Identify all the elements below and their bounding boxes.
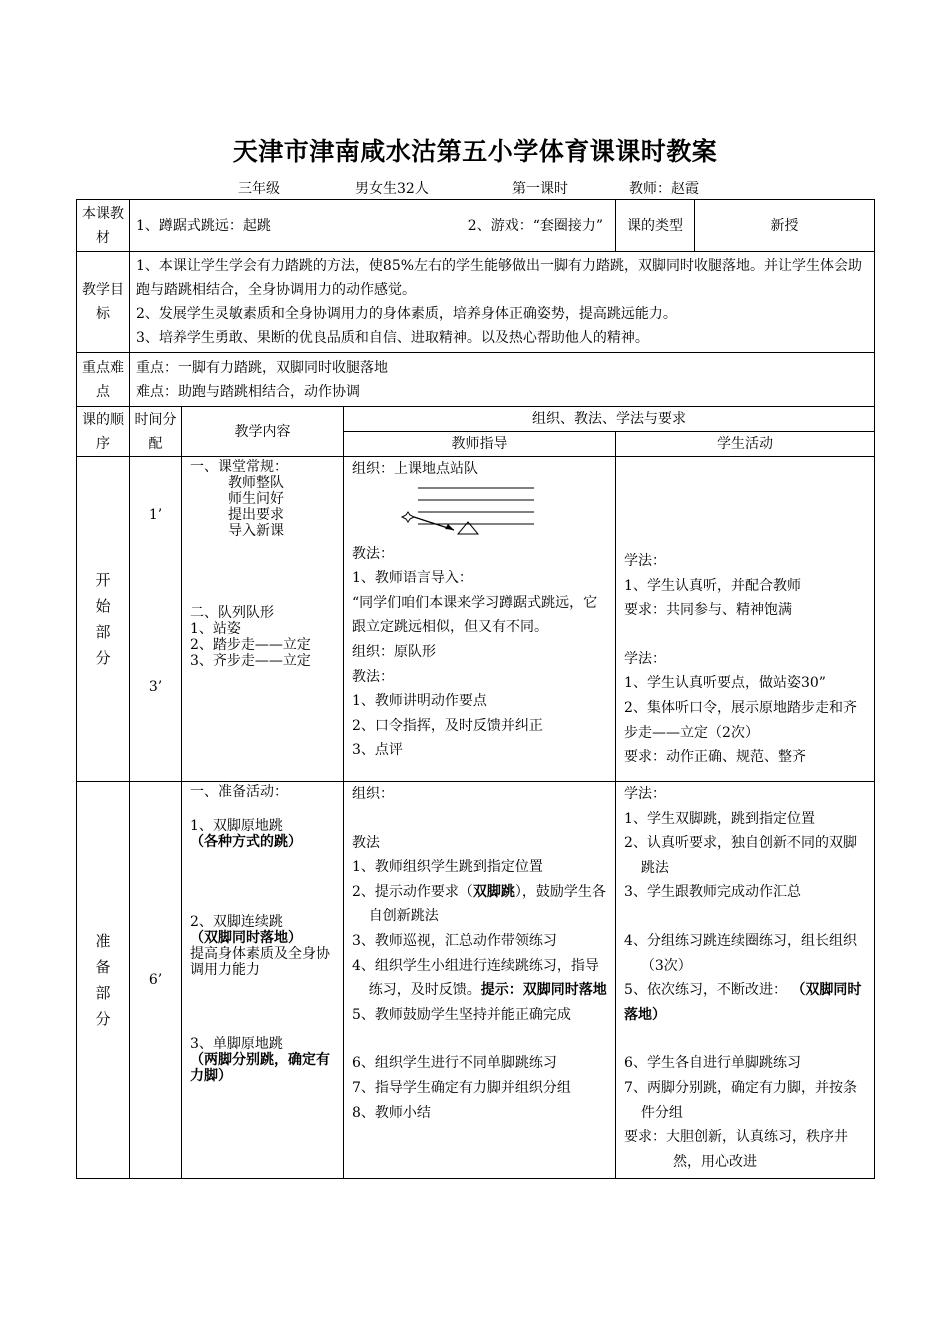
start-student-line-4: 2、集体听口令，展示原地踏步走和齐步走——立定（2次） — [624, 699, 857, 741]
start-teacher-org: 组织：上课地点站队 — [352, 461, 478, 477]
prep-teacher-4a: 4、组织学生小组进行连续跳练习，指导练习，及时反馈。 — [352, 957, 599, 999]
prep-teacher-6: 6、组织学生进行不同单脚跳练习 — [352, 1055, 557, 1072]
teacher-star-icon — [402, 512, 414, 522]
start-teacher-line-5: 1、教师讲明动作要点 — [352, 693, 487, 710]
prep-teacher-3: 3、教师巡视，汇总动作带领练习 — [352, 932, 557, 949]
prep-time-cell: 6’ — [130, 782, 182, 1179]
prep-teacher-method: 教法 — [352, 834, 380, 851]
key-points-row — [77, 353, 875, 407]
start-teacher-line-1: 1、教师语言导入： — [352, 570, 473, 587]
start-content-head: 一、课堂常规： — [190, 459, 288, 475]
start-student-line-5: 要求：动作正确、规范、整齐 — [624, 749, 807, 766]
prep-section-label — [77, 782, 130, 1179]
teacher-name-text: 教师：赵霞 — [629, 181, 699, 197]
prep-teacher-2a: 2、提示动作要求（ — [352, 883, 473, 900]
start-student-line-1: 1、学生认真听，并配合教师 — [624, 577, 801, 594]
prep-teacher-2c: ），鼓励学生各自创新跳法 — [368, 883, 606, 925]
start-content-cell — [182, 457, 344, 782]
key-points-label: 重点难点 — [77, 353, 130, 407]
prep-item-2-note: （双脚同时落地） — [190, 930, 302, 946]
formation-item-1: 1、站姿 — [190, 621, 241, 637]
prep-section-row — [77, 782, 875, 1179]
prep-student-cell — [616, 782, 875, 1179]
lesson-number-text: 第一课时 — [512, 181, 568, 197]
start-section-label — [77, 457, 130, 782]
prep-student-1: 1、学生双脚跳，跳到指定位置 — [624, 810, 815, 827]
goal-2: 2、发展学生灵敏素质和全身协调用力的身体素质，培养身体正确姿势，提高跳远能力。 — [136, 306, 677, 322]
material-label: 本课教材 — [77, 200, 130, 252]
lesson-type-label: 课的类型 — [616, 200, 695, 252]
prep-section-text: 准备部分 — [95, 932, 111, 1028]
difficulty-text: 难点：助跑与踏跳相结合，动作协调 — [136, 383, 360, 400]
start-section-text: 开始部分 — [95, 571, 111, 667]
goal-1: 1、本课让学生学会有力踏跳的方法，使85%左右的学生能够做出一脚有力踏跳，双脚同时收腿落地。并让学生体会助跑与踏跳相结合，全身协调用力的动作感觉。 — [136, 258, 863, 298]
start-section-row — [77, 457, 875, 782]
start-time-cell — [130, 457, 182, 782]
start-teacher-method: 教法： — [352, 545, 394, 562]
prep-item-2-extra: 提高身体素质及全身协调用力能力 — [190, 946, 330, 978]
col-content-header: 教学内容 — [182, 407, 344, 457]
key-point-text: 重点：一脚有力踏跳，双脚同时收腿落地 — [136, 359, 388, 376]
start-item-2: 师生问好 — [228, 491, 284, 507]
students-text: 男女生32人 — [355, 181, 429, 197]
material-row — [77, 200, 875, 252]
prep-student-5a: 5、依次练习，不断改进： — [624, 982, 787, 999]
prep-student-5b: （双脚同时落地） — [624, 982, 862, 1023]
prep-content-cell — [182, 782, 344, 1179]
start-item-4: 导入新课 — [228, 523, 284, 539]
formation-head: 二、队列队形 — [190, 605, 274, 621]
lesson-plan-table — [76, 199, 875, 1179]
start-item-3: 提出要求 — [228, 507, 284, 523]
prep-teacher-2 — [352, 880, 609, 929]
prep-student-5 — [624, 978, 868, 1027]
prep-item-1: 1、双脚原地跳 — [190, 818, 283, 834]
start-teacher-cell — [344, 457, 616, 782]
goal-3: 3、培养学生勇敢、果断的优良品质和自信、进取精神。以及热心帮助他人的精神。 — [136, 330, 649, 346]
grade-text: 三年级 — [238, 181, 280, 197]
lesson-info-line — [0, 178, 950, 198]
col-teacher-header: 教师指导 — [344, 432, 616, 457]
prep-teacher-4 — [352, 954, 609, 1003]
column-header-row — [77, 407, 875, 432]
page-title: 天津市津南咸水沽第五小学体育课课时教案 — [232, 137, 718, 166]
prep-student-4: 4、分组练习跳连续圈练习，组长组织（3次） — [624, 932, 857, 974]
prep-item-3-note: （两脚分别跳，确定有力脚） — [190, 1052, 330, 1084]
prep-item-2: 2、双脚连续跳 — [190, 914, 283, 930]
prep-item-3: 3、单脚原地跳 — [190, 1036, 283, 1052]
prep-teacher-8: 8、教师小结 — [352, 1104, 431, 1121]
prep-teacher-4b: 提示：双脚同时落地 — [480, 982, 607, 999]
goals-content — [130, 252, 875, 353]
formation-item-3: 3、齐步走——立定 — [190, 653, 311, 669]
start-student-line-2: 要求：共同参与、精神饱满 — [624, 602, 793, 619]
start-teacher-line-3: 组织：原队形 — [352, 643, 436, 660]
material-item-1: 1、蹲踞式跳远：起跳 — [136, 217, 271, 234]
col-time-header: 时间分配 — [130, 407, 182, 457]
arrow-head-icon — [445, 524, 454, 530]
material-item-2: 2、游戏：“套圈接力” — [467, 217, 604, 234]
goals-label: 教学目标 — [77, 252, 130, 353]
prep-teacher-cell — [344, 782, 616, 1179]
material-items — [130, 200, 616, 252]
prep-student-8: 要求：大胆创新，认真练习，秩序井然，用心改进 — [624, 1129, 849, 1170]
prep-content-head: 一、准备活动： — [190, 784, 288, 800]
start-time-2: 3’ — [148, 679, 163, 695]
start-teacher-line-7: 3、点评 — [352, 742, 403, 759]
prep-student-6: 6、学生各自进行单脚跳练习 — [624, 1055, 801, 1072]
start-item-1: 教师整队 — [228, 475, 284, 491]
col-org-header: 组织、教法、学法与要求 — [344, 407, 875, 432]
key-points-content — [130, 353, 875, 407]
prep-teacher-7: 7、指导学生确定有力脚并组织分组 — [352, 1079, 571, 1096]
start-student-head-2: 学法： — [624, 650, 667, 667]
prep-student-7: 7、两脚分别跳，确定有力脚，并按条件分组 — [624, 1079, 857, 1121]
prep-teacher-5: 5、教师鼓励学生坚持并能正确完成 — [352, 1006, 571, 1023]
start-student-head-1: 学法： — [624, 553, 667, 569]
prep-teacher-2b: 双脚跳 — [472, 883, 515, 900]
prep-student-3: 3、学生跟教师完成动作汇总 — [624, 884, 801, 901]
goals-row — [77, 252, 875, 353]
start-time-1: 1’ — [148, 507, 163, 523]
prep-teacher-org: 组织： — [352, 786, 394, 802]
formation-item-2: 2、踏步走——立定 — [190, 637, 311, 653]
col-order-header: 课的顺序 — [77, 407, 130, 457]
start-student-cell — [616, 457, 875, 782]
lesson-type-value: 新授 — [695, 200, 875, 252]
prep-item-1-note: （各种方式的跳） — [190, 834, 302, 850]
prep-teacher-1: 1、教师组织学生跳到指定位置 — [352, 859, 543, 876]
start-student-line-3: 1、学生认真听要点，做站姿30” — [624, 675, 826, 692]
start-teacher-line-6: 2、口令指挥，及时反馈并纠正 — [352, 717, 543, 734]
prep-student-head: 学法： — [624, 786, 667, 802]
formation-diagram — [396, 482, 546, 542]
prep-student-2: 2、认真听要求，独自创新不同的双脚跳法 — [624, 835, 857, 876]
start-teacher-line-4: 教法： — [352, 668, 394, 685]
start-teacher-line-2: “同学们咱们本课来学习蹲踞式跳远，它跟立定跳远相似，但又有不同。 — [352, 594, 598, 636]
col-student-header: 学生活动 — [616, 432, 875, 457]
